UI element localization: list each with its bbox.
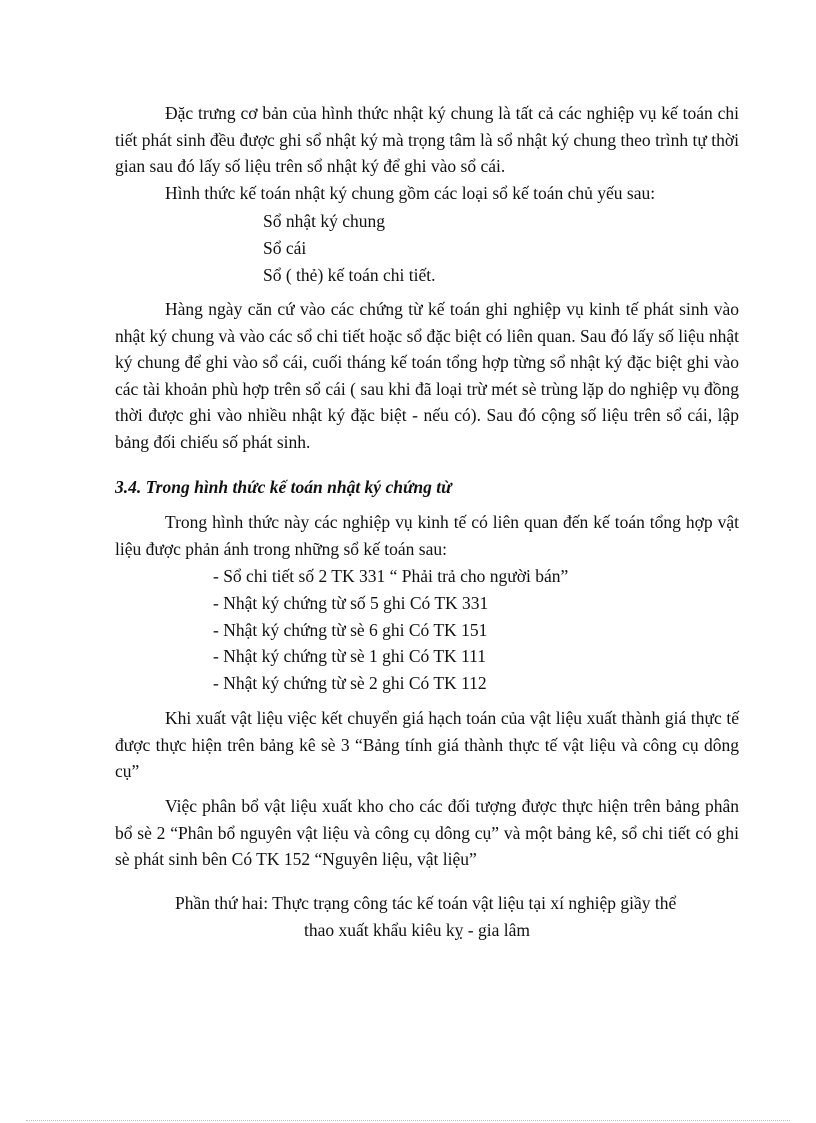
part-two-title-line-1: Phần thứ hai: Thực trạng công tác kế toán vật liệu tại xí nghiệp giầy thể [175, 893, 677, 913]
paragraph-daily-procedure: Hàng ngày căn cứ vào các chứng từ kế toán ghi nghiệp vụ kinh tế phát sinh vào nhật ký chung và vào các sổ chi tiết hoặc sổ đặc biệt có liên quan. Sau đó lấy số liệu nhật ký chung để ghi vào sổ cái, cuối tháng kế toán tổng hợp từng sổ nhật ký đặc biệt ghi vào các tài khoản phù hợp trên sổ cái ( sau khi đã loại trừ mét sè trùng lặp do nghiệp vụ đồng thời được ghi vào nhiều nhật ký đặc biệt - nếu có). Sau đó cộng số liệu trên sổ cái, lập bảng đối chiếu số phát sinh. [115, 299, 739, 452]
paragraph-allocation: Việc phân bổ vật liệu xuất kho cho các đối tượng được thực hiện trên bảng phân bổ sè 2 “Phân bổ nguyên vật liệu và công cụ dông cụ” và một bảng kê, sổ chi tiết có ghi sè phát sinh bên Có TK 152 “Nguyên liệu, vật liệu” [115, 796, 739, 870]
paragraph-voucher-journal-intro: Trong hình thức này các nghiệp vụ kinh tế có liên quan đến kế toán tổng hợp vật liệu được phản ánh trong những sổ kế toán sau: [115, 512, 739, 559]
journal-item-voucher-1: - Nhật ký chứng từ sè 1 ghi Có TK 111 [213, 646, 487, 666]
paragraph-issue-transfer: Khi xuất vật liệu việc kết chuyển giá hạch toán của vật liệu xuất thành giá thực tế được thực hiện trên bảng kê sè 3 “Bảng tính giá thành thực tế vật liệu và công cụ dông cụ” [115, 708, 739, 782]
book-item-ledger: Sổ cái [263, 238, 307, 258]
journal-item-voucher-2: - Nhật ký chứng từ sè 2 ghi Có TK 112 [213, 673, 487, 693]
paragraph-book-types-intro: Hình thức kế toán nhật ký chung gồm các loại sổ kế toán chủ yếu sau: [165, 183, 656, 203]
part-two-title-line-2: thao xuất khẩu kiêu kỵ - gia lâm [304, 920, 530, 940]
book-item-detail-cards: Sổ ( thẻ) kế toán chi tiết. [263, 265, 436, 285]
section-heading-3-4: 3.4. Trong hình thức kế toán nhật ký chứng từ [115, 477, 452, 497]
page-bottom-divider [26, 1120, 790, 1121]
book-item-general-journal: Sổ nhật ký chung [263, 211, 386, 231]
journal-item-detail-331: - Sổ chi tiết số 2 TK 331 “ Phải trả cho người bán” [213, 566, 569, 586]
journal-item-voucher-5: - Nhật ký chứng từ số 5 ghi Có TK 331 [213, 593, 489, 613]
paragraph-journal-characteristics: Đặc trưng cơ bản của hình thức nhật ký chung là tất cả các nghiệp vụ kế toán chi tiết phát sinh đều được ghi sổ nhật ký mà trọng tâm là sổ nhật ký chung theo trình tự thời gian sau đó lấy số liệu trên sổ nhật ký để ghi vào sổ cái. [115, 103, 739, 177]
journal-item-voucher-6: - Nhật ký chứng từ sè 6 ghi Có TK 151 [213, 620, 488, 640]
